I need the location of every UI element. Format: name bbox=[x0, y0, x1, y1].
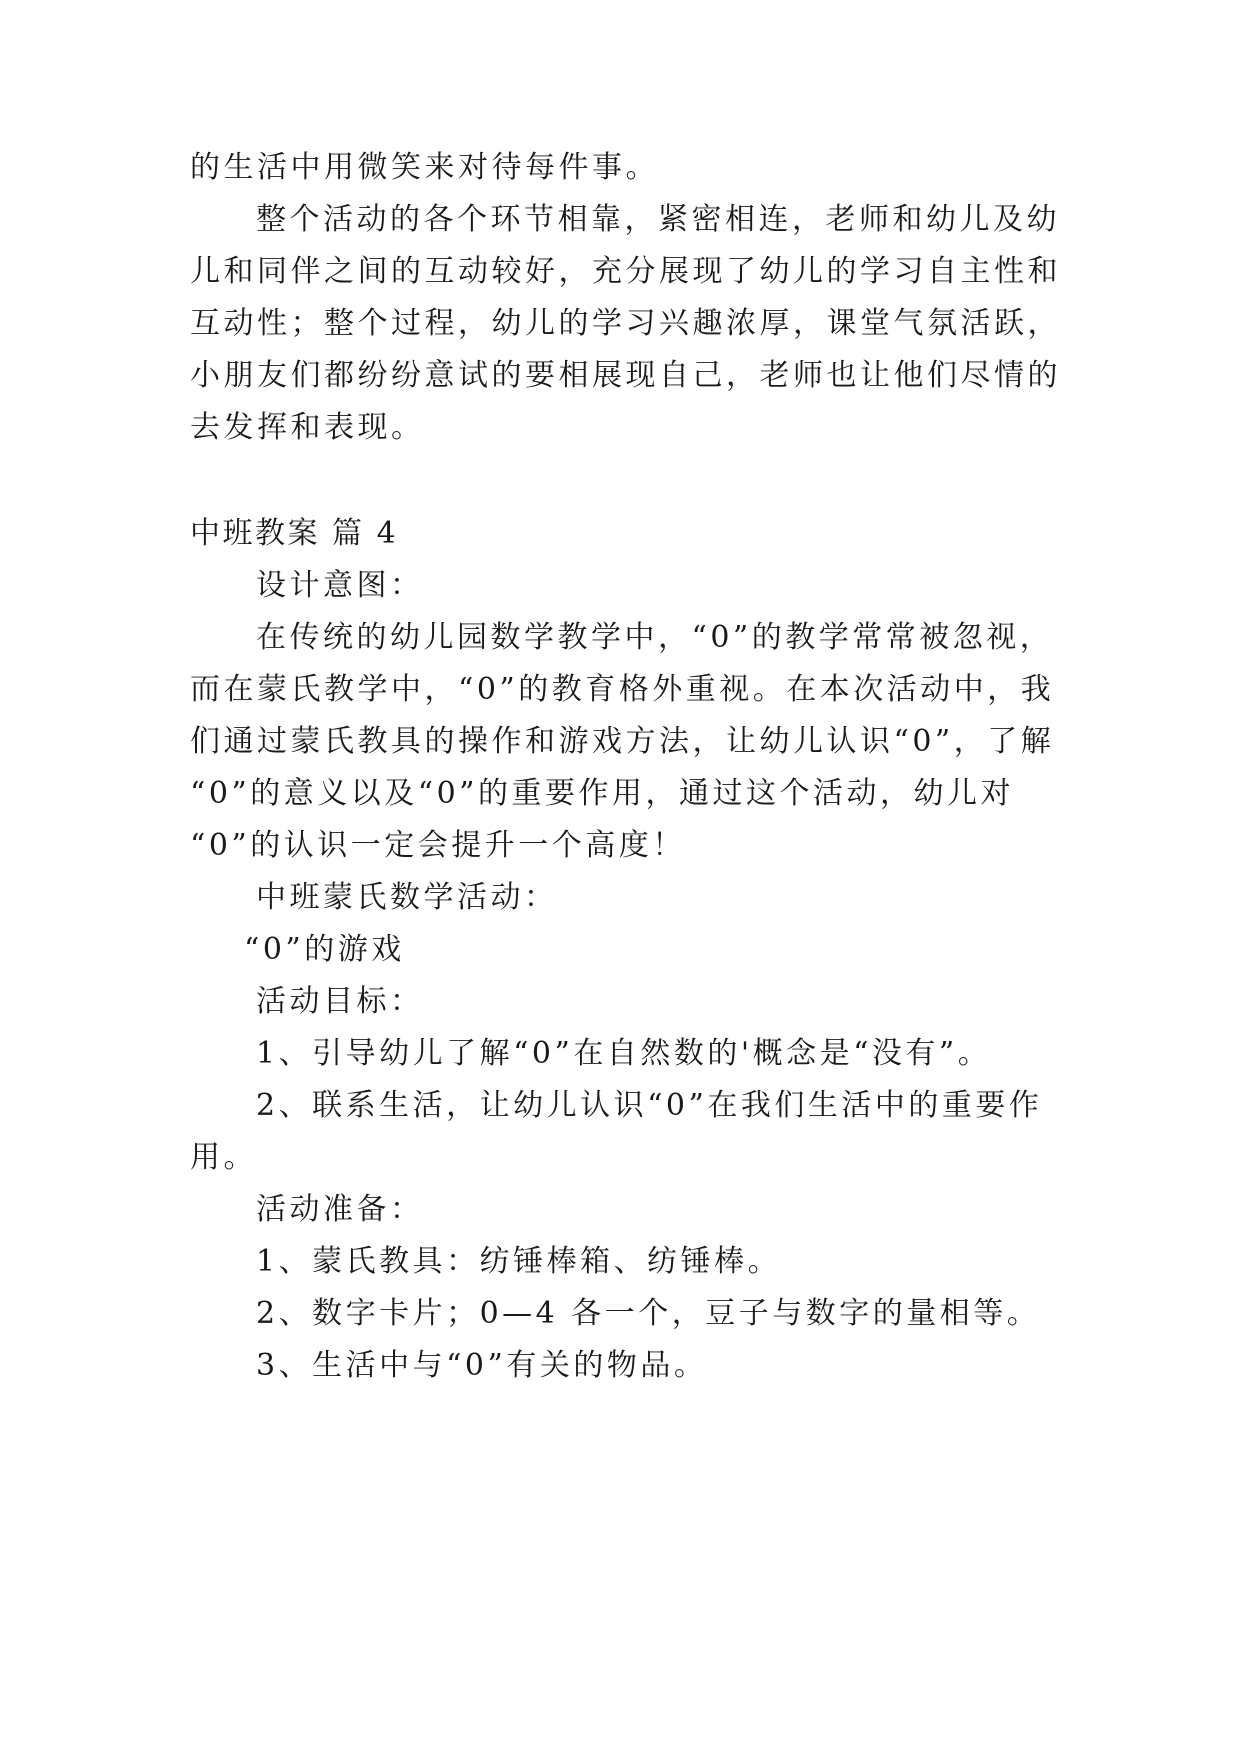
design-intent-label: 设计意图： bbox=[256, 568, 424, 603]
paragraph-line: 在传统的幼儿园数学教学中，“0”的教学常常被忽视， bbox=[256, 620, 1054, 655]
paragraph-line: 小朋友们都纷纷意试的要相展现自己，老师也让他们尽情的 bbox=[190, 358, 1061, 393]
activity-name-label: 中班蒙氏数学活动： bbox=[256, 880, 558, 915]
paragraph-line: 而在蒙氏教学中，“0”的教育格外重视。在本次活动中，我 bbox=[190, 672, 1055, 707]
paragraph-line: 互动性；整个过程，幼儿的学习兴趣浓厚，课堂气氛活跃， bbox=[190, 306, 1061, 341]
paragraph-line: “0”的意义以及“0”的重要作用，通过这个活动，幼儿对 bbox=[190, 776, 1015, 811]
paragraph-line: 们通过蒙氏教具的操作和游戏方法，让幼儿认识“0”，了解 bbox=[190, 724, 1055, 759]
prep-label: 活动准备： bbox=[256, 1192, 424, 1227]
goals-label: 活动目标： bbox=[256, 984, 424, 1019]
paragraph-line: 的生活中用微笑来对待每件事。 bbox=[190, 150, 659, 185]
goal-item: 2、联系生活，让幼儿认识“0”在我们生活中的重要作 bbox=[256, 1088, 1043, 1123]
goal-item: 1、引导幼儿了解“0”在自然数的'概念是“没有”。 bbox=[256, 1036, 992, 1071]
prep-item: 2、数字卡片；0—4 各一个，豆子与数字的量相等。 bbox=[256, 1296, 1041, 1331]
paragraph-line: 整个活动的各个环节相靠，紧密相连，老师和幼儿及幼 bbox=[256, 202, 1060, 237]
section-title: 中班教案 篇 4 bbox=[190, 516, 399, 551]
prep-item: 3、生活中与“0”有关的物品。 bbox=[256, 1348, 708, 1383]
activity-name: “0”的游戏 bbox=[244, 932, 405, 967]
prep-item: 1、蒙氏教具：纺锤棒箱、纺锤棒。 bbox=[256, 1244, 782, 1279]
goal-item-continued: 用。 bbox=[190, 1140, 257, 1175]
paragraph-line: 儿和同伴之间的互动较好，充分展现了幼儿的学习自主性和 bbox=[190, 254, 1061, 289]
paragraph-line: “0”的认识一定会提升一个高度！ bbox=[190, 828, 686, 863]
paragraph-line: 去发挥和表现。 bbox=[190, 410, 425, 445]
